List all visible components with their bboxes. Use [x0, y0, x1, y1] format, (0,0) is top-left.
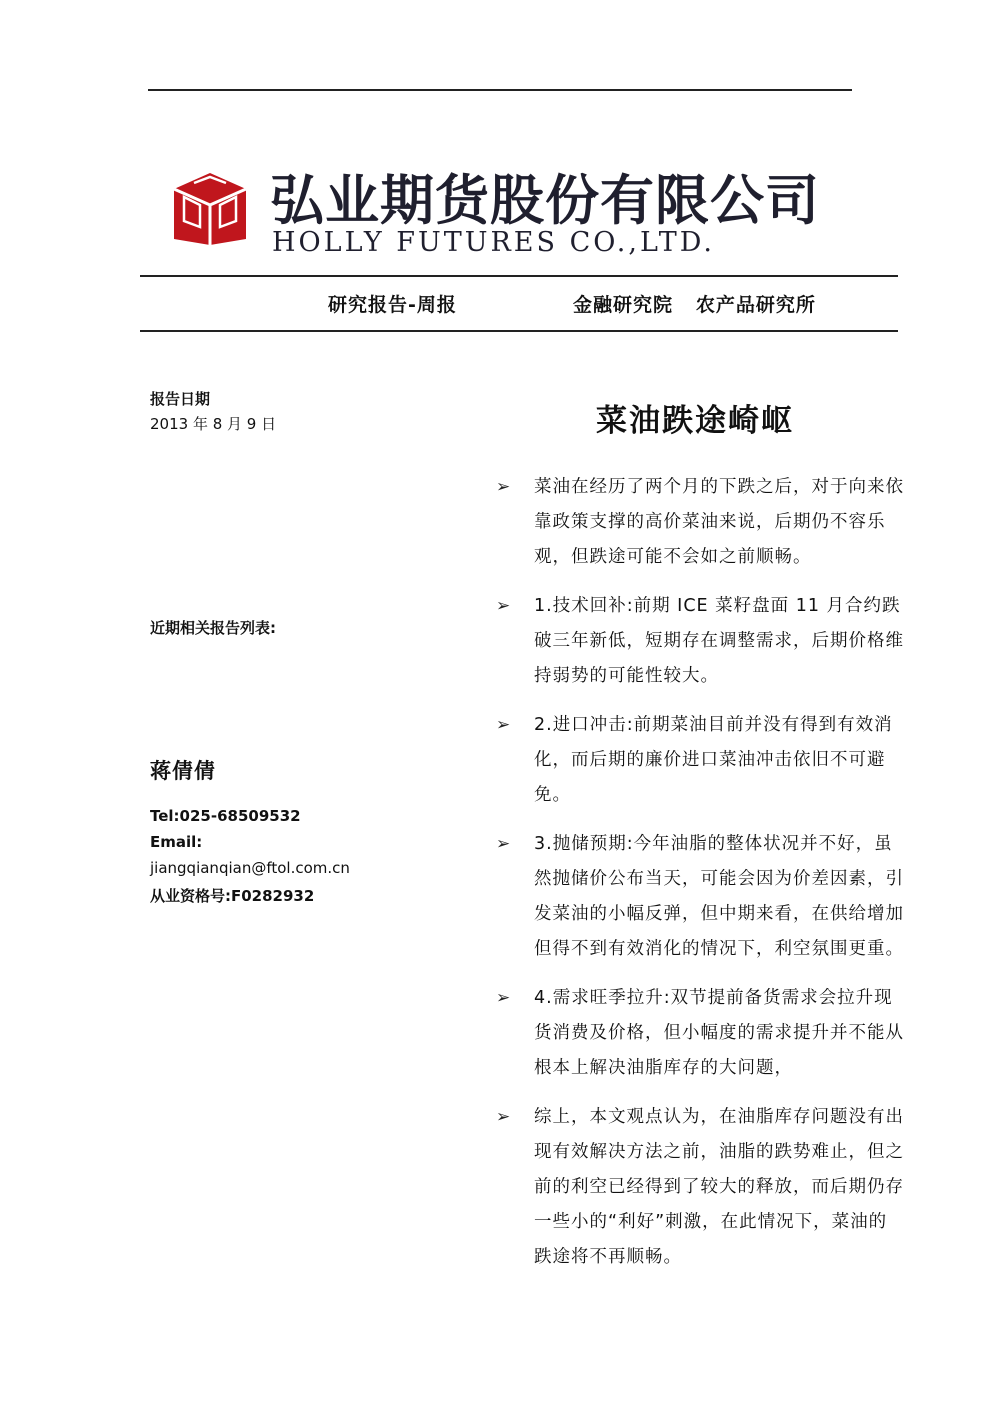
author-email-label: Email: [150, 833, 203, 851]
arrow-bullet-icon: ➢ [496, 834, 512, 854]
arrow-bullet-icon: ➢ [496, 596, 512, 616]
summary-list [494, 470, 904, 1289]
bullet-text: 2.进口冲击:前期菜油目前并没有得到有效消化，而后期的廉价进口菜油冲击依旧不可避免。 [534, 715, 893, 805]
company-name-cn: 弘业期货股份有限公司 [270, 168, 820, 232]
top-rule [148, 89, 852, 91]
bullet-text: 菜油在经历了两个月的下跌之后，对于向来依靠政策支撑的高价菜油来说，后期仍不容乐观，但跌途可能不会如之前顺畅。 [534, 477, 904, 567]
report-type: 研究报告-周报 [328, 294, 457, 316]
bullet-text: 4.需求旺季拉升:双节提前备货需求会拉升现货消费及价格，但小幅度的需求提升并不能从根本上解决油脂库存的大问题， [534, 988, 904, 1078]
list-item [494, 981, 904, 1086]
list-item [494, 708, 904, 813]
list-item [494, 589, 904, 694]
report-title: 菜油跌途崎岖 [596, 403, 794, 439]
author-license: 从业资格号:F0282932 [150, 887, 315, 905]
list-item [494, 470, 904, 575]
author-tel: Tel:025-68509532 [150, 807, 301, 825]
company-name-en: HOLLY FUTURES CO.,LTD. [272, 227, 715, 258]
bullet-text: 3.抛储预期:今年油脂的整体状况并不好，虽然抛储价公布当天，可能会因为价差因素，引发菜油的小幅反弹，但中期来看，在供给增加但得不到有效消化的情况下，利空氛围更重。 [534, 834, 904, 959]
report-date-value: 2013 年 8 月 9 日 [150, 415, 277, 433]
department: 金融研究院 农产品研究所 [573, 294, 816, 316]
author-name: 蒋倩倩 [150, 759, 216, 783]
arrow-bullet-icon: ➢ [496, 477, 512, 497]
author-email[interactable]: jiangqianqian@ftol.com.cn [150, 859, 350, 877]
header-top-rule [140, 275, 898, 277]
arrow-bullet-icon: ➢ [496, 715, 512, 735]
arrow-bullet-icon: ➢ [496, 1107, 512, 1127]
list-item [494, 1100, 904, 1275]
header-bottom-rule [140, 330, 898, 332]
bullet-text: 综上，本文观点认为，在油脂库存问题没有出现有效解决方法之前，油脂的跌势难止，但之前的利空已经得到了较大的释放，而后期仍存一些小的“利好”刺激，在此情况下，菜油的跌途将不再顺畅。 [534, 1107, 904, 1267]
company-logo-icon [170, 167, 250, 247]
list-item [494, 827, 904, 967]
arrow-bullet-icon: ➢ [496, 988, 512, 1008]
bullet-text: 1.技术回补:前期 ICE 菜籽盘面 11 月合约跌破三年新低，短期存在调整需求，后期价格维持弱势的可能性较大。 [534, 596, 904, 686]
report-date-label: 报告日期 [150, 390, 211, 408]
related-reports-label: 近期相关报告列表: [150, 619, 276, 637]
